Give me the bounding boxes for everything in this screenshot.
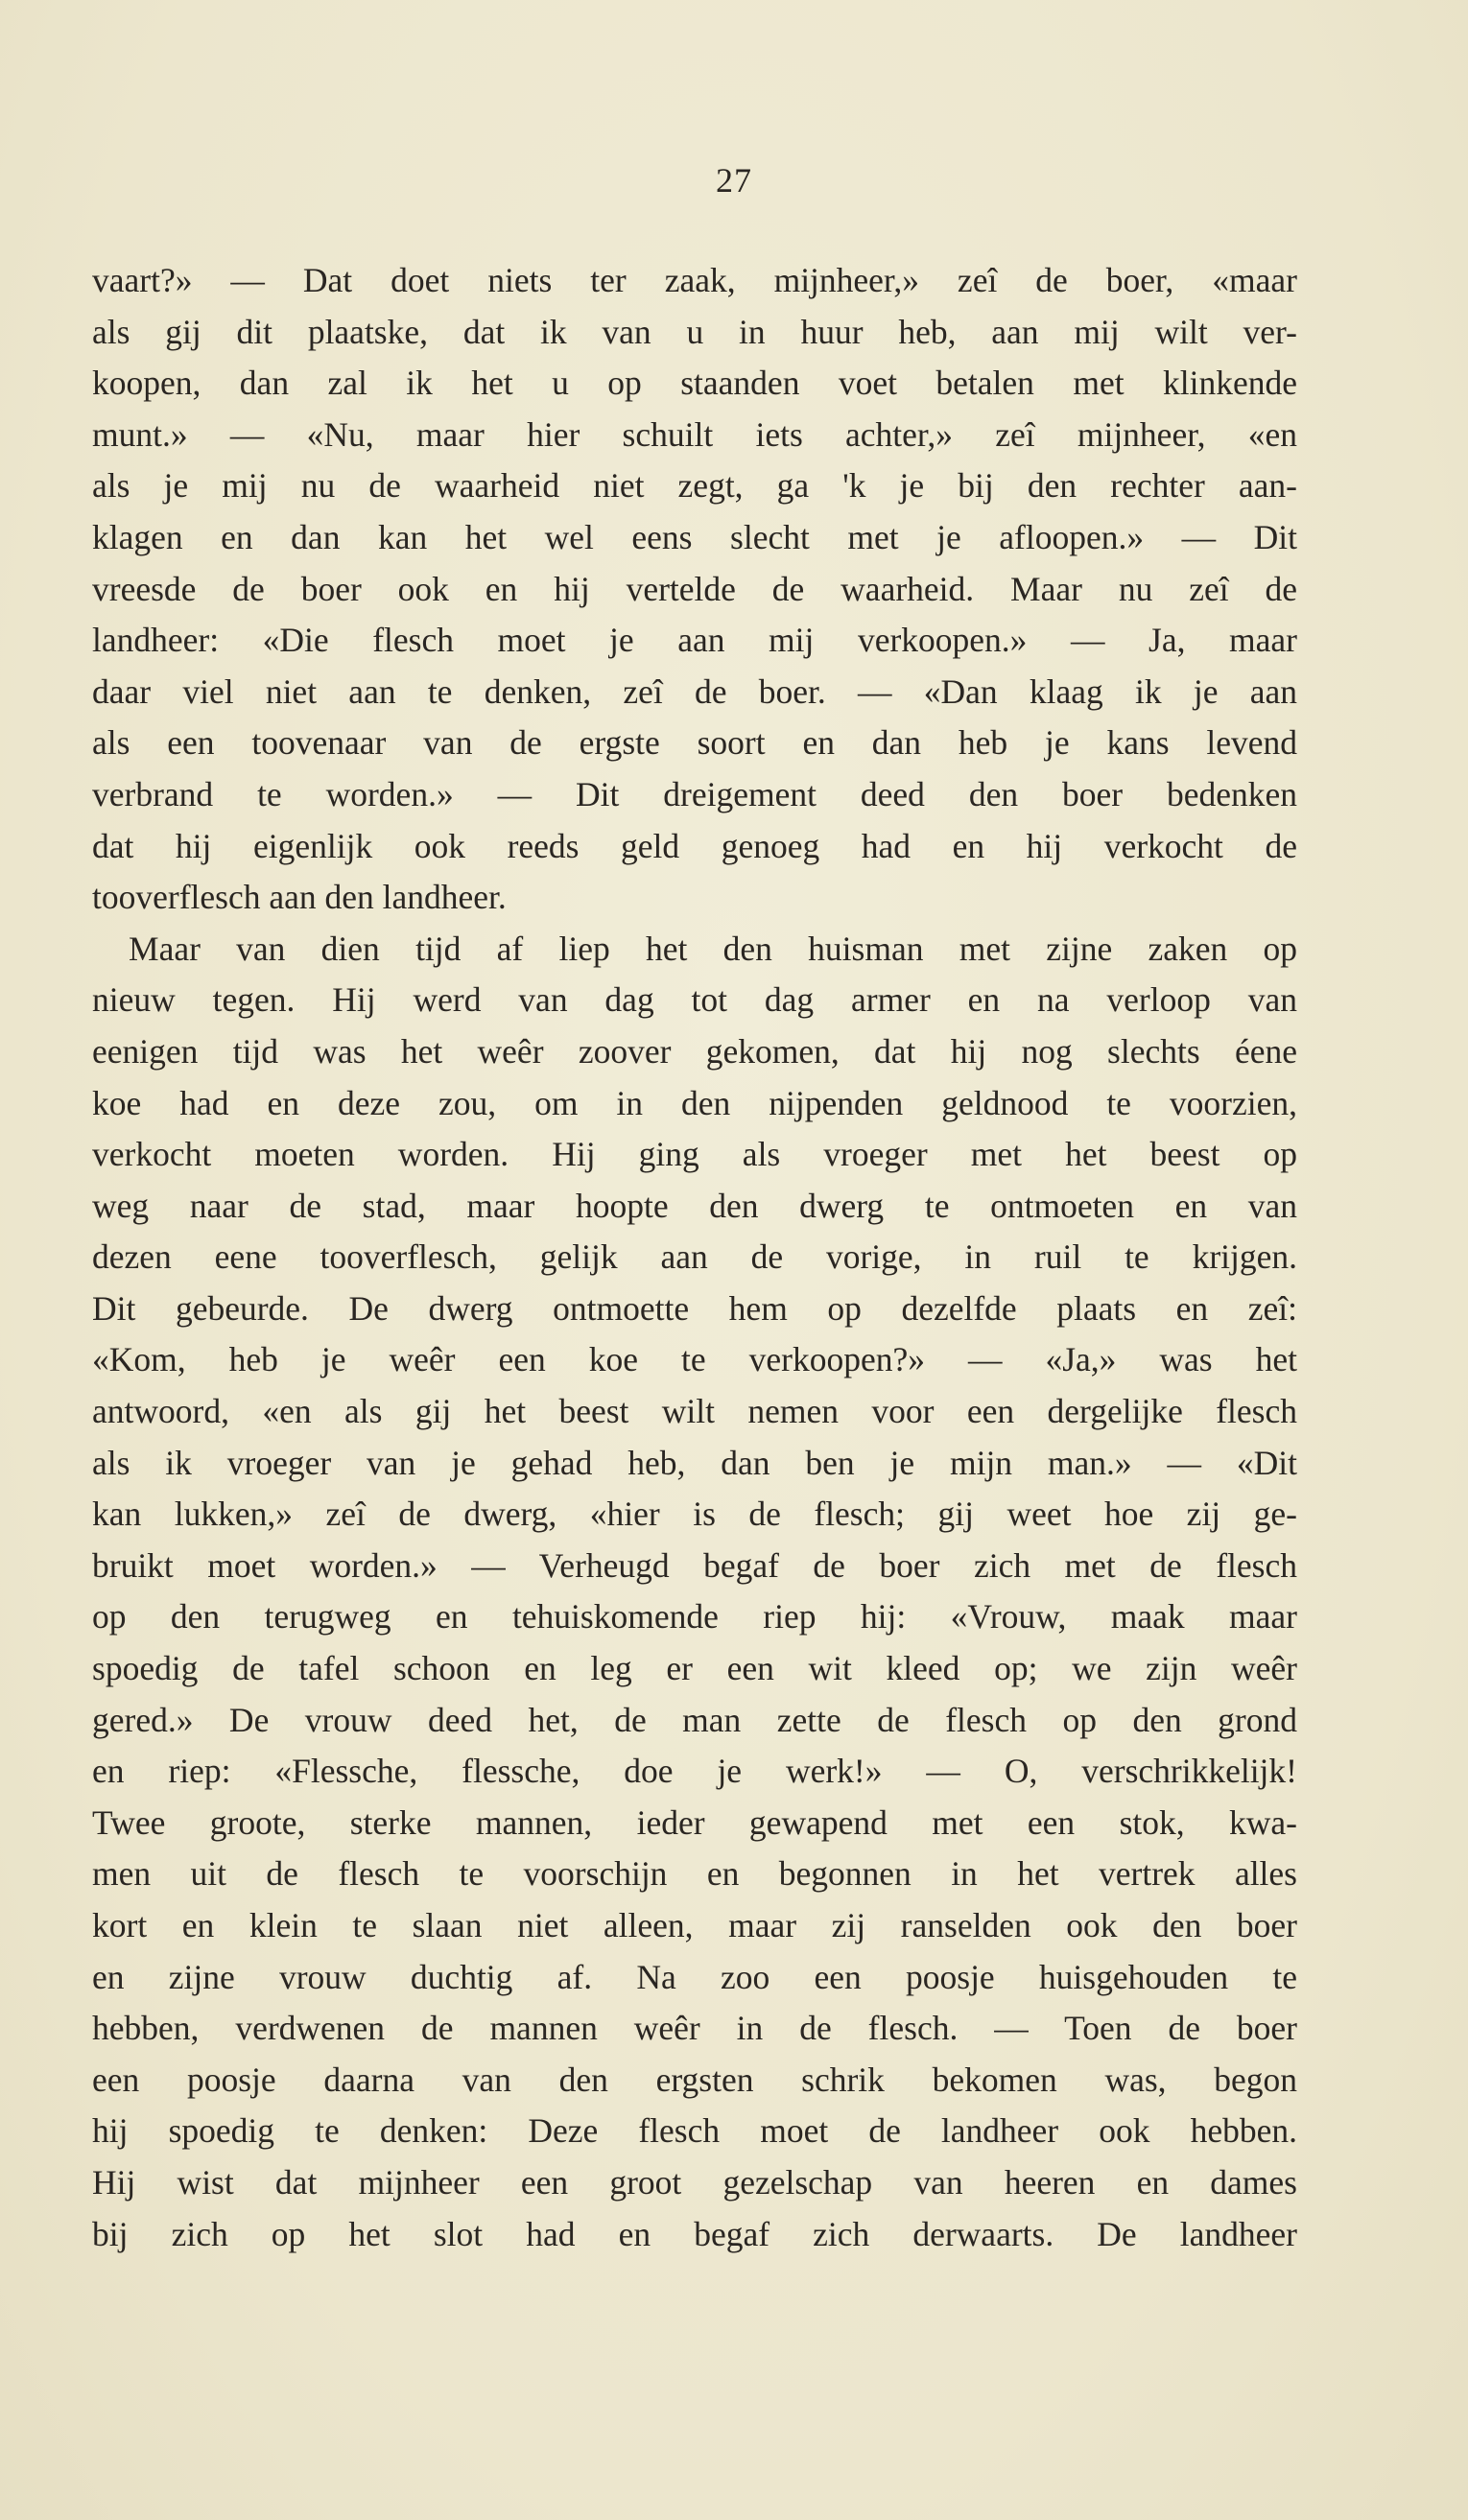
text-line: verkocht moeten worden. Hij ging als vroeger met het beest op bbox=[92, 1135, 1297, 1174]
text-line: daar viel niet aan te denken, zeî de boer. — «Dan klaag ik je aan bbox=[92, 671, 1297, 711]
text-line: verbrand te worden.» — Dit dreigement deed den boer bedenken bbox=[92, 774, 1297, 813]
text-line: eenigen tijd was het weêr zoover gekomen, dat hij nog slechts éene bbox=[92, 1031, 1297, 1071]
text-line: als een toovenaar van de ergste soort en dan heb je kans levend bbox=[92, 723, 1297, 763]
text-line: «Kom, heb je weêr een koe te verkoopen?» — «Ja,» was het bbox=[92, 1340, 1297, 1379]
text-line: Twee groote, sterke mannen, ieder gewapend met een stok, kwa- bbox=[92, 1802, 1297, 1842]
text-line: hij spoedig te denken: Deze flesch moet de landheer ook hebben. bbox=[92, 2111, 1297, 2151]
text-line: en riep: «Flessche, flessche, doe je werk!» — O, verschrikkelijk! bbox=[92, 1752, 1297, 1791]
text-line: dezen eene tooverflesch, gelijk aan de vorige, in ruil te krijgen. bbox=[92, 1237, 1297, 1277]
body-text bbox=[92, 255, 1297, 2260]
text-line: antwoord, «en als gij het beest wilt nemen voor een dergelijke flesch bbox=[92, 1392, 1297, 1431]
text-line: munt.» — «Nu, maar hier schuilt iets achter,» zeî mijnheer, «en bbox=[92, 414, 1297, 454]
text-line: nieuw tegen. Hij werd van dag tot dag armer en na verloop van bbox=[92, 980, 1297, 1020]
text-line: vreesde de boer ook en hij vertelde de waarheid. Maar nu zeî de bbox=[92, 569, 1297, 608]
text-line: Dit gebeurde. De dwerg ontmoette hem op dezelfde plaats en zeî: bbox=[92, 1288, 1297, 1328]
text-line: koe had en deze zou, om in den nijpenden geldnood te voorzien, bbox=[92, 1083, 1297, 1122]
text-line: gered.» De vrouw deed het, de man zette de flesch op den grond bbox=[92, 1700, 1297, 1739]
text-line: een poosje daarna van den ergsten schrik bekomen was, begon bbox=[92, 2060, 1297, 2099]
text-line: op den terugweg en tehuiskomende riep hij: «Vrouw, maak maar bbox=[92, 1597, 1297, 1637]
text-line: koopen, dan zal ik het u op staanden voet betalen met klinkende bbox=[92, 364, 1297, 403]
text-line: dat hij eigenlijk ook reeds geld genoeg had en hij verkocht de bbox=[92, 826, 1297, 865]
text-line: men uit de flesch te voorschijn en begonnen in het vertrek alles bbox=[92, 1854, 1297, 1894]
text-line: bij zich op het slot had en begaf zich derwaarts. De landheer bbox=[92, 2214, 1297, 2253]
text-line: kort en klein te slaan niet alleen, maar zij ranselden ook den boer bbox=[92, 1906, 1297, 1944]
text-line: landheer: «Die flesch moet je aan mij verkoopen.» — Ja, maar bbox=[92, 621, 1297, 660]
text-line: vaart?» — Dat doet niets ter zaak, mijnheer,» zeî de boer, «maar bbox=[92, 261, 1297, 299]
text-line: als ik vroeger van je gehad heb, dan ben je mijn man.» — «Dit bbox=[92, 1443, 1297, 1482]
text-line: hebben, verdwenen de mannen weêr in de flesch. — Toen de boer bbox=[92, 2009, 1297, 2048]
paragraph-start-line: Maar van dien tijd af liep het den huisman met zijne zaken op bbox=[129, 929, 1297, 968]
text-line: en zijne vrouw duchtig af. Na zoo een poosje huisgehouden te bbox=[92, 1957, 1297, 1996]
text-line: weg naar de stad, maar hoopte den dwerg te ontmoeten en van bbox=[92, 1186, 1297, 1225]
text-line: als gij dit plaatske, dat ik van u in huur heb, aan mij wilt ver- bbox=[92, 312, 1297, 351]
page-number: 27 bbox=[716, 161, 752, 200]
text-line: bruikt moet worden.» — Verheugd begaf de boer zich met de flesch bbox=[92, 1545, 1297, 1585]
text-line: spoedig de tafel schoon en leg er een wit kleed op; we zijn weêr bbox=[92, 1649, 1297, 1688]
text-line: klagen en dan kan het wel eens slecht met je afloopen.» — Dit bbox=[92, 517, 1297, 556]
text-line: kan lukken,» zeî de dwerg, «hier is de flesch; gij weet hoe zij ge- bbox=[92, 1495, 1297, 1534]
paragraph-end-line: tooverflesch aan den landheer. bbox=[92, 878, 507, 917]
text-line: als je mij nu de waarheid niet zegt, ga 'k je bij den rechter aan- bbox=[92, 466, 1297, 506]
text-line: Hij wist dat mijnheer een groot gezelschap van heeren en dames bbox=[92, 2162, 1297, 2202]
